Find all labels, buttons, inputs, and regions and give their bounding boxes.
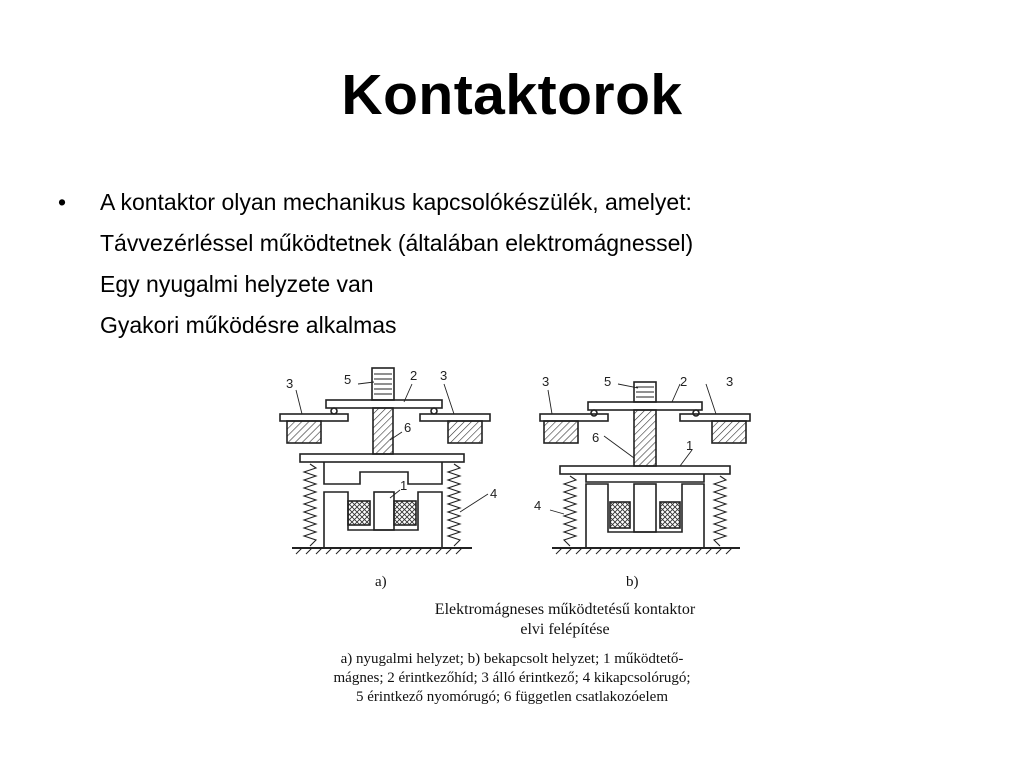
- magnet-core: [586, 484, 704, 548]
- figure-caption: [380, 600, 750, 640]
- contact-bridge: [326, 400, 442, 408]
- return-spring-left: [564, 476, 576, 546]
- fixed-contact-block-left: [287, 421, 321, 443]
- part-number: 6: [404, 420, 412, 435]
- bullet-text: A kontaktor olyan mechanikus kapcsolókészülék, amelyet:: [100, 189, 692, 215]
- part-number: 4: [534, 498, 542, 513]
- figure-caption-line: Elektromágneses működtetésű kontaktor: [434, 601, 696, 618]
- fixed-contact-left: [280, 414, 348, 421]
- part-number: 5: [604, 374, 612, 389]
- return-spring-left: [304, 464, 316, 546]
- return-spring-right: [448, 464, 460, 546]
- coil-right: [394, 501, 416, 525]
- part-number: 1: [686, 438, 694, 453]
- sub-line: Gyakori működésre alkalmas: [100, 312, 397, 338]
- figure-caption-line: elvi felépítése: [520, 621, 610, 638]
- legend-line: mágnes; 2 érintkezőhíd; 3 álló érintkező; 4 kikapcsolórugó;: [333, 670, 691, 686]
- panel-a-drawing: [280, 368, 490, 554]
- bullet-list: [58, 182, 693, 346]
- slide-title: Kontaktorok: [341, 63, 683, 127]
- panel-b-drawing: [540, 382, 750, 554]
- magnet-core: [324, 492, 442, 548]
- part-number: 3: [542, 374, 550, 389]
- coil-right: [660, 502, 680, 528]
- part-number: 3: [726, 374, 734, 389]
- fixed-contact-block-right: [448, 421, 482, 443]
- legend-line: a) nyugalmi helyzet; b) bekapcsolt helyzet; 1 működtető-: [340, 651, 684, 667]
- part-number: 2: [680, 374, 688, 389]
- fixed-contact-block-left: [544, 421, 578, 443]
- armature: [300, 454, 464, 462]
- panel-b-label: b): [626, 574, 639, 590]
- fixed-contact-block-right: [712, 421, 746, 443]
- coil-left: [348, 501, 370, 525]
- figure-legend: [262, 650, 762, 707]
- fixed-contact-left: [540, 414, 608, 421]
- sub-line: Egy nyugalmi helyzete van: [100, 271, 374, 297]
- part-number: 3: [440, 368, 448, 383]
- bullet-dot: •: [58, 189, 67, 215]
- contact-bridge: [588, 402, 702, 410]
- part-number: 3: [286, 376, 294, 391]
- connecting-rod: [373, 408, 393, 454]
- part-number: 5: [344, 372, 352, 387]
- connecting-rod: [634, 410, 656, 466]
- fixed-contact-right: [680, 414, 750, 421]
- panel-a-label: a): [375, 574, 387, 590]
- part-number: 6: [592, 430, 600, 445]
- part-number: 4: [490, 486, 498, 501]
- legend-line: 5 érintkező nyomórugó; 6 független csatlakozóelem: [356, 689, 668, 705]
- part-number: 1: [400, 478, 408, 493]
- coil-left: [610, 502, 630, 528]
- armature: [560, 466, 730, 474]
- return-spring-right: [714, 476, 726, 546]
- part-number: 2: [410, 368, 418, 383]
- bullet-item: [58, 182, 693, 223]
- fixed-contact-right: [420, 414, 490, 421]
- sub-line: Távvezérléssel működtetnek (általában elektromágnessel): [100, 230, 694, 256]
